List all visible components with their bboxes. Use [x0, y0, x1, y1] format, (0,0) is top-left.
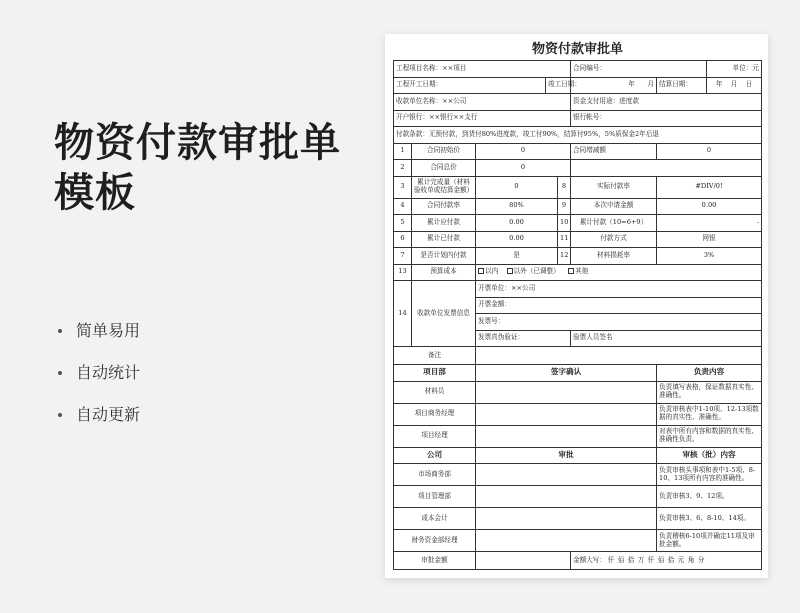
cell-text: 仟 [607, 555, 615, 564]
cell-text: 佰 [657, 555, 665, 564]
table-cell [476, 530, 657, 552]
cell-text: 自动更新 [76, 405, 141, 424]
checkbox-icon[interactable] [478, 268, 484, 274]
cell-text: 分 [697, 555, 705, 564]
table-cell [476, 425, 657, 447]
table-cell: 累计应付款 [412, 215, 476, 232]
table-cell: 资金支付用途：进度款 [571, 94, 762, 111]
table-cell: 材料员 [394, 381, 476, 403]
cell-text: 仟 [647, 555, 655, 564]
table-cell [707, 77, 762, 94]
table-cell: 收款单位名称：××公司 [394, 94, 571, 111]
table-cell: 签字确认 [476, 365, 657, 382]
bullet-dot-icon [58, 371, 62, 375]
table-row [394, 231, 762, 248]
table-row [394, 215, 762, 232]
table-cell [476, 464, 657, 486]
table-cell [476, 403, 657, 425]
table-cell: 0.00 [476, 215, 558, 232]
cell-text: 年 [715, 80, 723, 89]
table-cell: 公司 [394, 447, 476, 464]
cell-text: 自动统计 [76, 363, 141, 382]
table-row [394, 464, 762, 486]
table-cell: 负责填写表格，保证数据真实性、准确性。 [657, 381, 762, 403]
cell-text: 拾 [627, 555, 635, 564]
table-cell: 2 [394, 160, 412, 177]
table-cell [476, 381, 657, 403]
table-cell [571, 77, 657, 94]
table-cell: 付款方式 [571, 231, 657, 248]
table-cell: 工程开工日期： [394, 77, 546, 94]
table-cell: 0.00 [476, 231, 558, 248]
table-row [394, 264, 762, 281]
feature-list [58, 310, 140, 436]
feature-item [58, 352, 140, 394]
table-cell: 1 [394, 143, 412, 160]
table-cell: - [657, 215, 762, 232]
table-row [394, 508, 762, 530]
doc-title: 物资付款审批单 [531, 42, 623, 57]
table-cell: 收款单位发票信息 [412, 281, 476, 347]
table-cell: 0.00 [657, 198, 762, 215]
table-cell: 合同初始价 [412, 143, 476, 160]
table-cell: 审核（批）内容 [657, 447, 762, 464]
table-cell: 项目商务经理 [394, 403, 476, 425]
table-cell: 合同总价 [412, 160, 476, 177]
feature-item [58, 310, 140, 352]
table-row [394, 198, 762, 215]
table-cell: 4 [394, 198, 412, 215]
table-cell [476, 347, 762, 365]
table-cell: 12 [558, 248, 571, 265]
table-cell: 工程项目名称：××项目 [394, 61, 571, 78]
approval-form-table [393, 60, 762, 570]
table-cell: 0 [476, 160, 571, 177]
table-cell: 0 [657, 143, 762, 160]
table-cell: 8 [558, 176, 571, 198]
table-cell [571, 160, 762, 177]
cell-text: 其他 [575, 267, 589, 276]
cell-text: 月 [647, 80, 655, 89]
table-cell: 开票金额： [476, 297, 762, 314]
table-cell: 80% [476, 198, 558, 215]
table-cell: 负责审核3、6、8-10、14项。 [657, 508, 762, 530]
checkbox-icon[interactable] [507, 268, 513, 274]
table-cell: 11 [558, 231, 571, 248]
table-cell: 5 [394, 215, 412, 232]
cell-text: 拾 [667, 555, 675, 564]
table-cell: 项目经理 [394, 425, 476, 447]
table-cell: 3 [394, 176, 412, 198]
table-cell: 9 [558, 198, 571, 215]
capital-amount [571, 552, 762, 570]
table-cell: 审批金额 [394, 552, 476, 570]
table-cell: 6 [394, 231, 412, 248]
table-cell: 财务资金部经理 [394, 530, 476, 552]
cell-text: 月 [730, 80, 738, 89]
table-cell: 负责审核头事项和表中1-5项、8-10、13项所有内容的准确性。 [657, 464, 762, 486]
table-cell: 13 [394, 264, 412, 281]
table-cell: 合同付款率 [412, 198, 476, 215]
table-cell: 累计完成量（材料验收单或结算金额） [412, 176, 476, 198]
table-header-row [394, 447, 762, 464]
hero-title [54, 118, 341, 218]
table-cell: 预算成本 [412, 264, 476, 281]
table-cell: 14 [394, 281, 412, 347]
table-cell: 累计付款（10=6+9） [571, 215, 657, 232]
table-cell: 付款条款：无预付款，到货付80%进度款，竣工付90%，结算付95%，5%质保金2年后退 [394, 127, 762, 144]
table-cell: 对表中所有内容和数据的真实性、准确性负责。 [657, 425, 762, 447]
table-row [394, 160, 762, 177]
bullet-dot-icon [58, 329, 62, 333]
table-cell: 0 [476, 143, 571, 160]
table-row [394, 110, 762, 127]
table-row [394, 77, 762, 94]
table-cell: 单位：元 [707, 61, 762, 78]
cell-text: 金额大写： [573, 555, 606, 564]
table-row [394, 347, 762, 365]
table-cell [476, 486, 657, 508]
table-cell: 发票号： [476, 314, 762, 331]
cell-text: 以内 [485, 267, 499, 276]
table-cell: 负责审核表中1-10项、12-13项数据的真实性、准确性。 [657, 403, 762, 425]
table-cell [476, 552, 571, 570]
hero-title-line1: 物资付款审批单 [54, 120, 341, 166]
table-cell: 实际付款率 [571, 176, 657, 198]
table-cell: 负责稽核6-10项并确定11项及审批金额。 [657, 530, 762, 552]
table-row [394, 61, 762, 78]
table-cell: 结算日期： [657, 77, 707, 94]
table-row [394, 176, 762, 198]
cell-text: 角 [687, 555, 695, 564]
table-row [394, 127, 762, 144]
document-preview [385, 34, 768, 578]
table-cell: 3% [657, 248, 762, 265]
table-row [394, 530, 762, 552]
table-cell: 验票人员签名 [571, 330, 762, 347]
table-cell [476, 508, 657, 530]
table-cell: 7 [394, 248, 412, 265]
table-row [394, 425, 762, 447]
table-cell: 累计已付款 [412, 231, 476, 248]
table-cell: 负责审核3、9、12项。 [657, 486, 762, 508]
table-row [394, 552, 762, 570]
table-cell: 0 [476, 176, 558, 198]
table-row [394, 281, 762, 298]
table-row [394, 143, 762, 160]
cell-text: 佰 [617, 555, 625, 564]
table-cell: 发票真伪验证： [476, 330, 571, 347]
table-cell: 合同编号： [571, 61, 707, 78]
table-cell: 合同增减额 [571, 143, 657, 160]
table-cell: 是否计划内付款 [412, 248, 476, 265]
bullet-dot-icon [58, 413, 62, 417]
table-cell: #DIV/0! [657, 176, 762, 198]
cell-text: 以外（已调整） [513, 267, 560, 276]
table-cell: 网银 [657, 231, 762, 248]
table-cell: 银行帐号： [571, 110, 762, 127]
table-row [394, 403, 762, 425]
checkbox-icon[interactable] [568, 268, 574, 274]
table-row [394, 381, 762, 403]
cell-text: 元 [677, 555, 685, 564]
table-cell: 项目管理部 [394, 486, 476, 508]
table-cell: 市场商务部 [394, 464, 476, 486]
table-cell: 备注 [394, 347, 476, 365]
table-cell: 项目部 [394, 365, 476, 382]
table-cell: 是 [476, 248, 558, 265]
hero-title-line2: 模板 [54, 170, 136, 216]
table-cell: 开户银行：××银行××支行 [394, 110, 571, 127]
table-header-row [394, 365, 762, 382]
table-row [394, 94, 762, 111]
table-cell: 竣工日期： [546, 77, 571, 94]
cell-text: 年 [628, 80, 635, 89]
budget-options [476, 264, 762, 281]
cell-text: 日 [745, 80, 753, 89]
table-row [394, 486, 762, 508]
table-cell: 10 [558, 215, 571, 232]
cell-text: 简单易用 [76, 321, 141, 340]
feature-item [58, 394, 140, 436]
table-cell: 负责内容 [657, 365, 762, 382]
table-cell: 材料损耗率 [571, 248, 657, 265]
table-cell: 审批 [476, 447, 657, 464]
table-row [394, 248, 762, 265]
table-cell: 成本会计 [394, 508, 476, 530]
cell-text: 万 [637, 555, 645, 564]
table-cell: 开票单位：××公司 [476, 281, 762, 298]
table-cell: 本次申请金额 [571, 198, 657, 215]
